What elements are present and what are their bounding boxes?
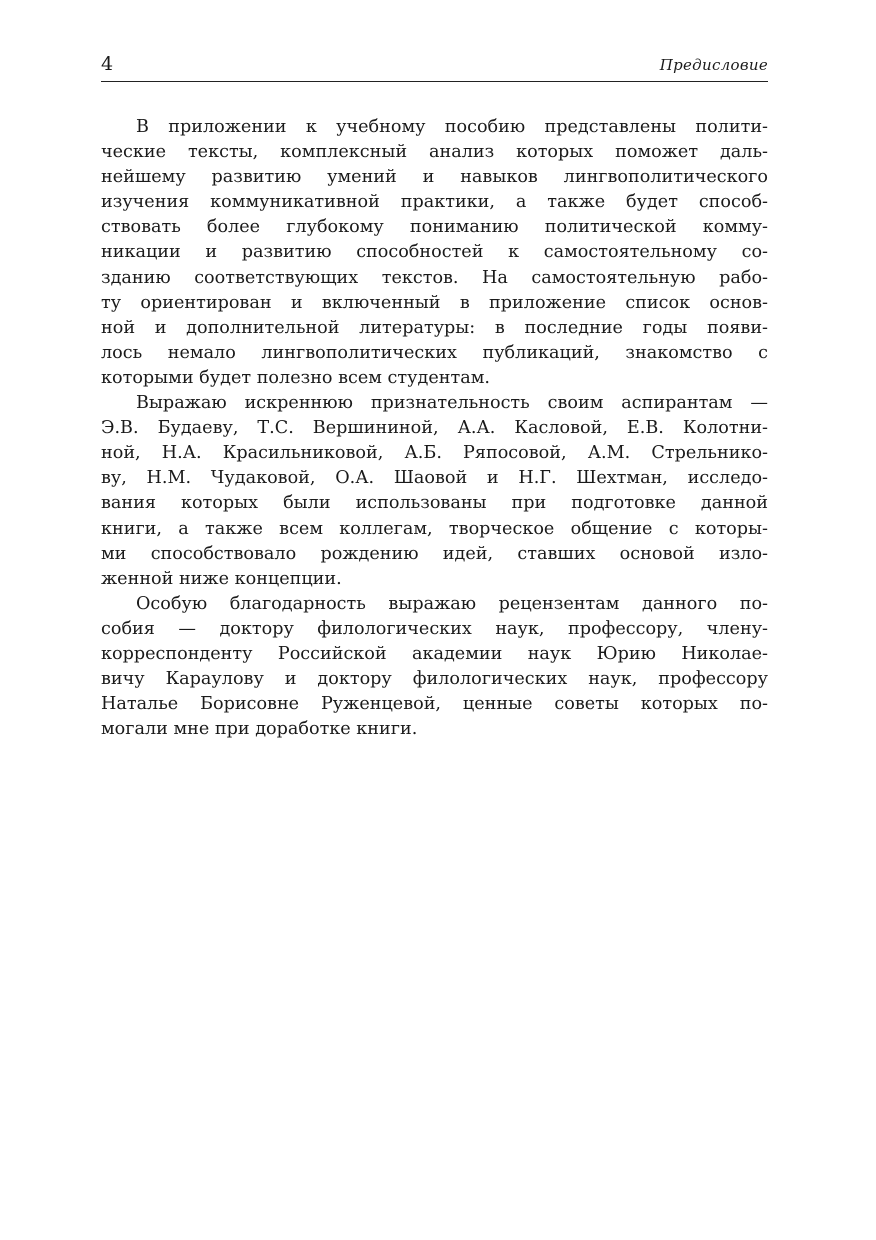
text-line: ной, Н.А. Красильниковой, А.Б. Ряпосовой, А.М. Стрельнико- xyxy=(101,443,768,464)
text-line: вания которых были использованы при подготовке данной xyxy=(101,493,768,514)
text-line: Особую благодарность выражаю рецензентам данного по- xyxy=(136,593,768,614)
running-header xyxy=(101,52,768,82)
page-number: 4 xyxy=(101,53,114,75)
text-line: Э.В. Будаеву, Т.С. Вершининой, А.А. Касловой, Е.В. Колотни- xyxy=(101,418,768,439)
paragraph-acknowledgement-appendix xyxy=(101,115,768,391)
text-line: ческие тексты, комплексный анализ которых поможет даль- xyxy=(101,142,768,163)
body-text xyxy=(101,115,768,742)
text-line: ву, Н.М. Чудаковой, О.А. Шаовой и Н.Г. Шехтман, исследо- xyxy=(101,468,768,489)
text-line: никации и развитию способностей к самостоятельному со- xyxy=(101,242,768,263)
text-line: книги, а также всем коллегам, творческое общение с которы- xyxy=(101,518,768,539)
text-line: собия — доктору филологических наук, профессору, члену- xyxy=(101,618,768,639)
text-line: зданию соответствующих текстов. На самостоятельную рабо- xyxy=(101,267,768,288)
text-line: ми способствовало рождению идей, ставших основой изло- xyxy=(101,543,768,564)
text-line: нейшему развитию умений и навыков лингвополитического xyxy=(101,167,768,188)
text-line: женной ниже концепции. xyxy=(101,568,342,589)
text-line: вичу Караулову и доктору филологических наук, профессору xyxy=(101,669,768,690)
text-line: которыми будет полезно всем студентам. xyxy=(101,367,490,388)
text-line: Выражаю искреннюю признательность своим аспирантам — xyxy=(136,393,768,414)
paragraph-thanks-reviewers xyxy=(101,592,768,743)
text-line: корреспонденту Российской академии наук Юрию Николае- xyxy=(101,643,768,664)
text-line: ной и дополнительной литературы: в последние годы появи- xyxy=(101,317,768,338)
section-title: Предисловие xyxy=(659,56,768,74)
book-page xyxy=(101,52,768,742)
paragraph-thanks-students xyxy=(101,391,768,592)
text-line: В приложении к учебному пособию представлены полити- xyxy=(136,117,768,137)
text-line: Наталье Борисовне Руженцевой, ценные советы которых по- xyxy=(101,694,768,715)
text-line: ствовать более глубокому пониманию политической комму- xyxy=(101,217,768,238)
text-line: лось немало лингвополитических публикаций, знакомство с xyxy=(101,342,768,363)
text-line: могали мне при доработке книги. xyxy=(101,719,418,740)
text-line: ту ориентирован и включенный в приложение список основ- xyxy=(101,292,768,313)
text-line: изучения коммуникативной практики, а также будет способ- xyxy=(101,192,768,213)
